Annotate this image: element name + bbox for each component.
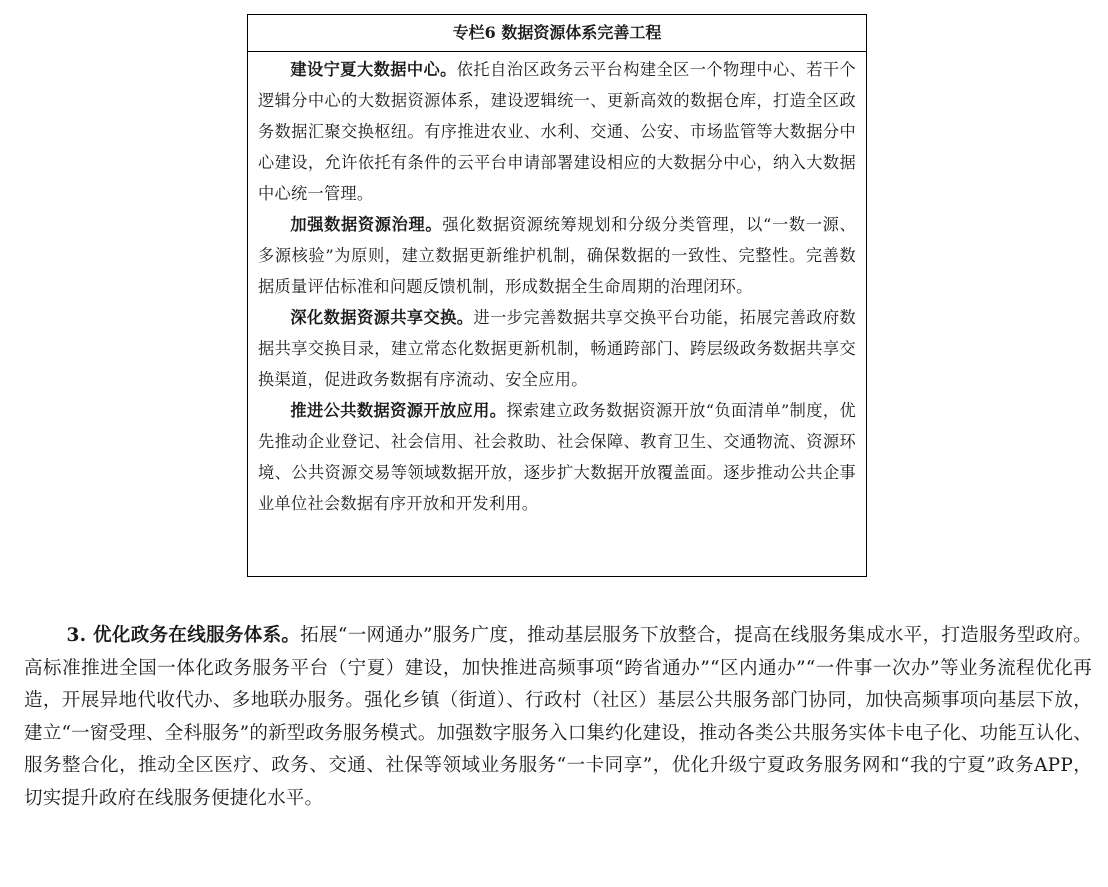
box-paragraph-data-governance [258, 209, 856, 302]
feature-box [247, 14, 867, 577]
paragraph-text: 强化数据资源统筹规划和分级分类管理，以“一数一源、多源核验”为原则，建立数据更新维护机制，确保数据的一致性、完整性。完善数据质量评估标准和问题反馈机制，形成数据全生命周期的治理闭环。 [258, 215, 856, 296]
paragraph-heading: 建设宁夏大数据中心。 [290, 60, 457, 79]
box-paragraph-big-data-center [258, 54, 856, 209]
paragraph-heading: 加强数据资源治理。 [290, 215, 443, 234]
section-heading: 3. 优化政务在线服务体系。 [66, 625, 301, 646]
body-paragraph-online-services [24, 620, 1092, 815]
paragraph-heading: 深化数据资源共享交换。 [290, 308, 474, 327]
feature-box-title: 专栏6 数据资源体系完善工程 [248, 15, 866, 52]
feature-box-body [248, 52, 866, 519]
section-text: 拓展“一网通办”服务广度，推动基层服务下放整合，提高在线服务集成水平，打造服务型政府。高标准推进全国一体化政务服务平台（宁夏）建设，加快推进高频事项“跨省通办”“区内通办”“一件事一次办”等业务流程优化再造，开展异地代收代办、多地联办服务。强化乡镇（街道）、行政村（社区）基层公共服务部门协同，加快高频事项向基层下放，建立“一窗受理、全科服务”的新型政务服务模式。加强数字服务入口集约化建设，推动各类公共服务实体卡电子化、功能互认化、服务整合化，推动全区医疗、政务、交通、社保等领域业务服务“一卡同享”，优化升级宁夏政务服务网和“我的宁夏”政务APP，切实提升政府在线服务便捷化水平。 [24, 625, 1092, 809]
paragraph-heading: 推进公共数据资源开放应用。 [290, 401, 507, 420]
box-paragraph-data-sharing [258, 302, 856, 395]
paragraph-text: 依托自治区政务云平台构建全区一个物理中心、若干个逻辑分中心的大数据资源体系，建设逻辑统一、更新高效的数据仓库，打造全区政务数据汇聚交换枢纽。有序推进农业、水利、交通、公安、市场监管等大数据分中心建设，允许依托有条件的云平台申请部署建设相应的大数据分中心，纳入大数据中心统一管理。 [258, 60, 857, 203]
paragraph-text: 探索建立政务数据资源开放“负面清单”制度，优先推动企业登记、社会信用、社会救助、社会保障、教育卫生、交通物流、资源环境、公共资源交易等领域数据开放，逐步扩大数据开放覆盖面。逐步推动公共企事业单位社会数据有序开放和开发利用。 [258, 401, 856, 513]
paragraph-text: 进一步完善数据共享交换平台功能，拓展完善政府数据共享交换目录，建立常态化数据更新机制，畅通跨部门、跨层级政务数据共享交换渠道，促进政务数据有序流动、安全应用。 [258, 308, 856, 389]
box-paragraph-open-data [258, 395, 856, 519]
